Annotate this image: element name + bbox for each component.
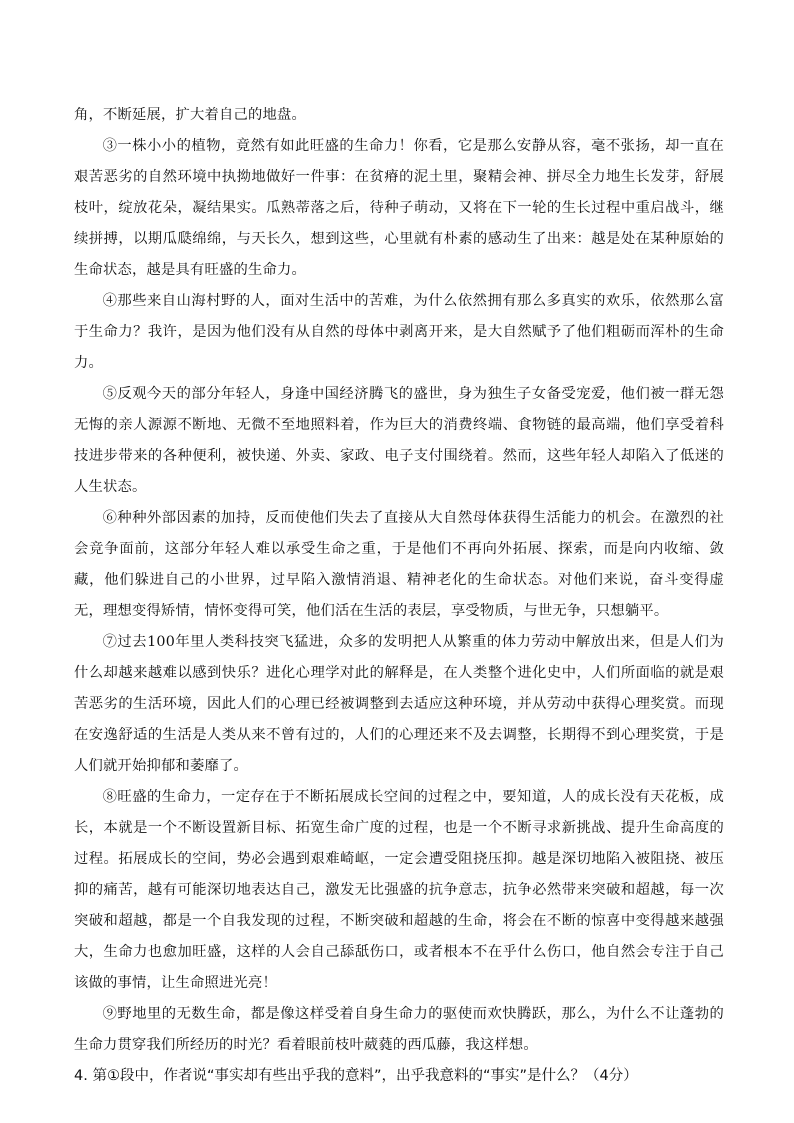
paragraph-7: ⑦过去100年里人类科技突飞猛进，众多的发明把人从繁重的体力劳动中解放出来，但是人们为什么却越来越难以感到快乐？进化心理学对此的解释是，在人类整个进化史中，人们所面临的就是艰苦恶劣的生活环境，因此人们的心理已经被调整到去适应这种环境，并从劳动中获得心理奖赏。而现在安逸舒适的生活是人类从来不曾有过的，人们的心理还来不及去调整，长期得不到心理奖赏，于是人们就开始抑郁和萎靡了。: [74, 634, 724, 774]
paragraph-9: ⑨野地里的无数生命，都是像这样受着自身生命力的驱使而欢快腾跃，那么，为什么不让蓬勃的生命力贯穿我们所经历的时光？看着眼前枝叶葳蕤的西瓜藤，我这样想。: [74, 1006, 724, 1053]
paragraph-continued: 角，不断延展，扩大着自己的地盘。: [74, 107, 306, 123]
paragraph-8: ⑧旺盛的生命力，一定存在于不断拓展成长空间的过程之中，要知道，人的成长没有天花板，成长，本就是一个不断设置新目标、拓宽生命广度的过程，也是一个不断寻求新挑战、提升生命高度的过程。拓展成长的空间，势必会遇到艰难崎岖，一定会遭受阻挠压抑。越是深切地陷入被阻挠、被压抑的痛苦，越有可能深切地表达自己，激发无比强盛的抗争意志，抗争必然带来突破和超越，每一次突破和超越，都是一个自我发现的过程，不断突破和超越的生命，将会在不断的惊喜中变得越来越强大，生命力也愈加旺盛，这样的人会自己舔舐伤口，或者根本不在乎什么伤口，他自然会专注于自己该做的事情，让生命照进光亮！: [74, 789, 724, 991]
question-4: 4. 第①段中，作者说“事实却有些出乎我的意料”，出乎我意料的“事实”是什么？（4分）: [74, 1068, 638, 1084]
paragraph-4: ④那些来自山海村野的人，面对生活中的苦难，为什么依然拥有那么多真实的欢乐，依然那么富于生命力？我许，是因为他们没有从自然的母体中剥离开来，是大自然赋予了他们粗砺而浑朴的生命力。: [74, 293, 724, 371]
paragraph-3: ③一株小小的植物，竟然有如此旺盛的生命力！你看，它是那么安静从容，毫不张扬，却一直在艰苦恶劣的自然环境中执拗地做好一件事：在贫瘠的泥土里，聚精会神、拼尽全力地生长发芽，舒展枝叶，绽放花朵，凝结果实。瓜熟蒂落之后，待种子萌动，又将在下一轮的生长过程中重启战斗，继续拼搏，以期瓜瓞绵绵，与天长久，想到这些，心里就有朴素的感动生了出来：越是处在某种原始的生命状态，越是具有旺盛的生命力。: [74, 138, 724, 278]
paragraph-5: ⑤反观今天的部分年轻人，身逢中国经济腾飞的盛世，身为独生子女备受宠爱，他们被一群无怨无悔的亲人源源不断地、无微不至地照料着，作为巨大的消费终端、食物链的最高端，他们享受着科技进步带来的各种便利，被快递、外卖、家政、电子支付围绕着。然而，这些年轻人却陷入了低迷的人生状态。: [74, 386, 724, 495]
document-page: [74, 100, 724, 1089]
paragraph-6: ⑥种种外部因素的加持，反而使他们失去了直接从大自然母体获得生活能力的机会。在激烈的社会竞争面前，这部分年轻人难以承受生命之重，于是他们不再向外拓展、探索，而是向内收缩、敛藏，他们躲进自己的小世界，过早陷入激情消退、精神老化的生命状态。对他们来说，奋斗变得虚无，理想变得矫情，情怀变得可笑，他们活在生活的表层，享受物质，与世无争，只想躺平。: [74, 510, 724, 619]
